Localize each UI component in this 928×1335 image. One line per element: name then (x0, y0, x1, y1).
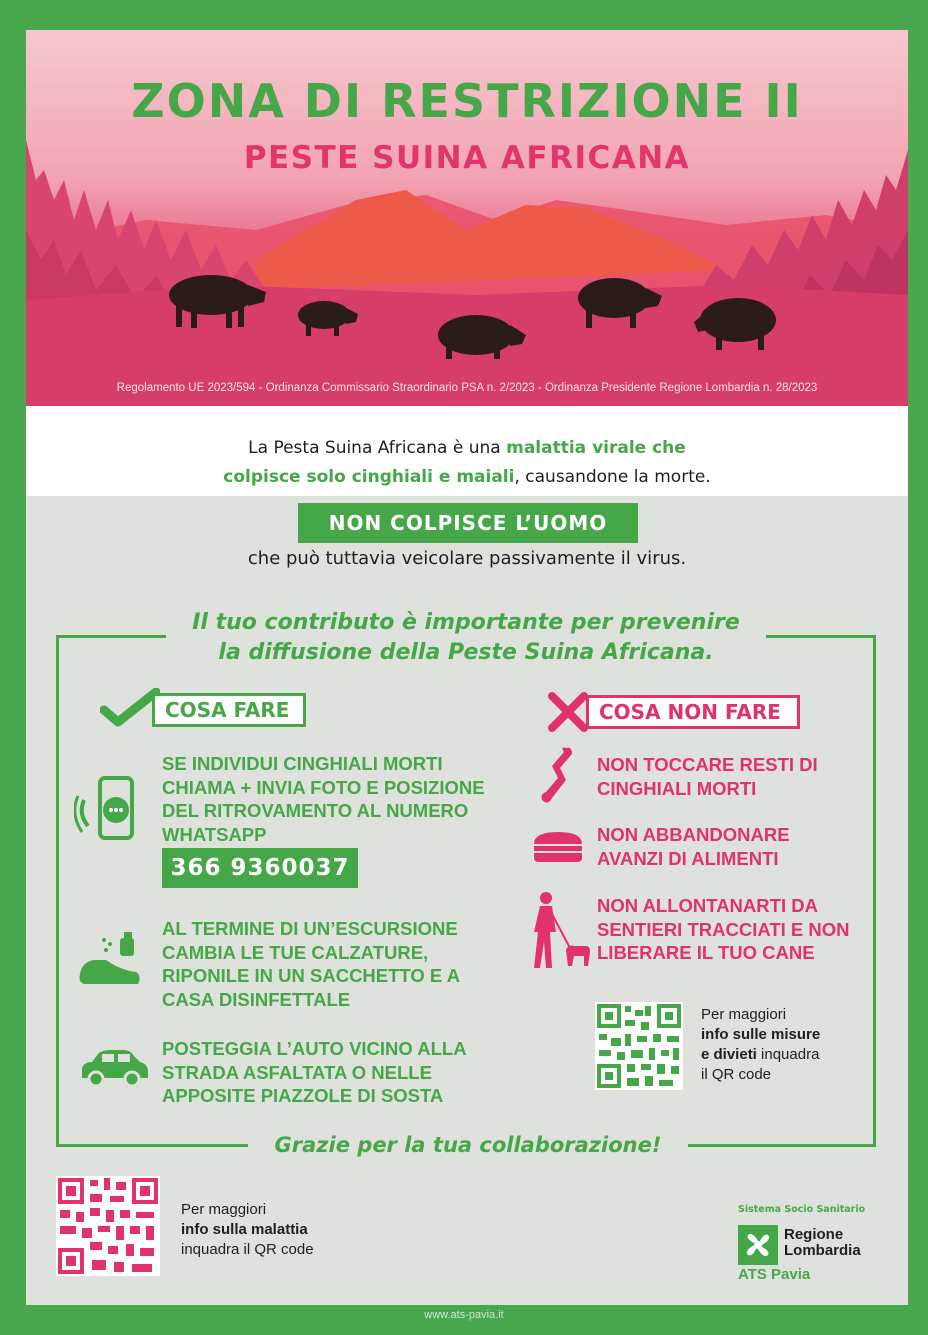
whatsapp-phone-number: 366 9360037 (162, 848, 358, 888)
intro-part2: , causandone la morte. (514, 467, 711, 487)
dont-item-3: NON ALLONTANARTI DA SENTIERI TRACCIATI E NON LIBERARE IL TUO CANE (597, 895, 850, 963)
page-title: ZONA DI RESTRIZIONE II (131, 74, 803, 128)
logo-name (784, 1227, 861, 1259)
dog-walker-icon (530, 890, 592, 972)
qr-measures-line2: info sulle misure (701, 1026, 821, 1043)
qr-disease-line3: inquadra il QR code (181, 1241, 314, 1258)
phone-whatsapp-icon (74, 774, 146, 842)
intro-highlight1: malattia virale che (506, 438, 686, 458)
logo-name-line2: Lombardia (784, 1242, 861, 1259)
car-icon (78, 1048, 150, 1088)
intro-text (26, 406, 908, 496)
intro-highlight2: colpisce solo cinghiali e maiali (223, 467, 515, 487)
intro-part1: La Pesta Suina Africana è una (248, 438, 507, 458)
sandwich-icon (532, 830, 584, 864)
dont-item-1: NON TOCCARE RESTI DI CINGHIALI MORTI (597, 754, 818, 799)
website-url[interactable]: www.ats-pavia.it (424, 1309, 504, 1321)
dont-label: COSA NON FARE (586, 695, 800, 729)
page-subtitle: PESTE SUINA AFRICANA (243, 140, 691, 176)
qr-disease-line2: info sulla malattia (181, 1221, 308, 1238)
qr-code-measures[interactable] (595, 1002, 683, 1090)
shoe-spray-icon (76, 930, 152, 990)
poster (26, 30, 908, 1305)
header-banner (26, 30, 908, 406)
qr-measures-line3b: inquadra (756, 1046, 820, 1063)
thanks-message: Grazie per la tua collaborazione! (248, 1127, 688, 1163)
qr-disease-line1: Per maggiori (181, 1201, 267, 1218)
qr-measures-line1: Per maggiori (701, 1006, 787, 1023)
logo-agency: ATS Pavia (738, 1266, 811, 1283)
not-human-badge: NON COLPISCE L’UOMO (298, 503, 638, 543)
regulation-reference: Regolamento UE 2023/594 - Ordinanza Commissario Straordinario PSA n. 2/2023 - Ordinanza Presidente Regione Lombardia n. 28/2023 (116, 382, 818, 394)
bone-icon (538, 742, 578, 808)
qr-measures-line4: il QR code (701, 1066, 772, 1083)
qr-measures-caption (701, 1005, 871, 1085)
cross-icon (546, 690, 590, 734)
do-item-2: AL TERMINE DI UN’ESCURSIONE CAMBIA LE TUE CALZATURE, RIPONILE IN UN SACCHETTO E A CASA DISINFETTALE (162, 918, 460, 1010)
advice-heading-line2: la diffusione della Peste Suina Africana. (218, 640, 714, 665)
qr-measures-line3a: e divieti (701, 1046, 757, 1063)
do-label: COSA FARE (152, 693, 306, 727)
do-item-1: SE INDIVIDUI CINGHIALI MORTI CHIAMA + INVIA FOTO E POSIZIONE DEL RITROVAMENTO AL NUMERO WHATSAPP (162, 753, 485, 845)
checkmark-icon (100, 688, 160, 728)
logo-system: Sistema Socio Sanitario (738, 1204, 866, 1215)
regione-lombardia-logo (738, 1225, 778, 1265)
do-item-3: POSTEGGIA L’AUTO VICINO ALLA STRADA ASFALTATA O NELLE APPOSITE PIAZZOLE DI SOSTA (162, 1038, 466, 1106)
advice-heading (166, 608, 766, 670)
logo-name-line1: Regione (784, 1226, 844, 1243)
advice-heading-line1: Il tuo contributo è importante per prevenire (192, 610, 740, 635)
not-human-subtext: che può tuttavia veicolare passivamente il virus. (247, 548, 687, 569)
dont-item-2: NON ABBANDONARE AVANZI DI ALIMENTI (597, 824, 790, 869)
qr-code-disease[interactable] (56, 1176, 160, 1276)
qr-disease-caption (181, 1200, 401, 1260)
